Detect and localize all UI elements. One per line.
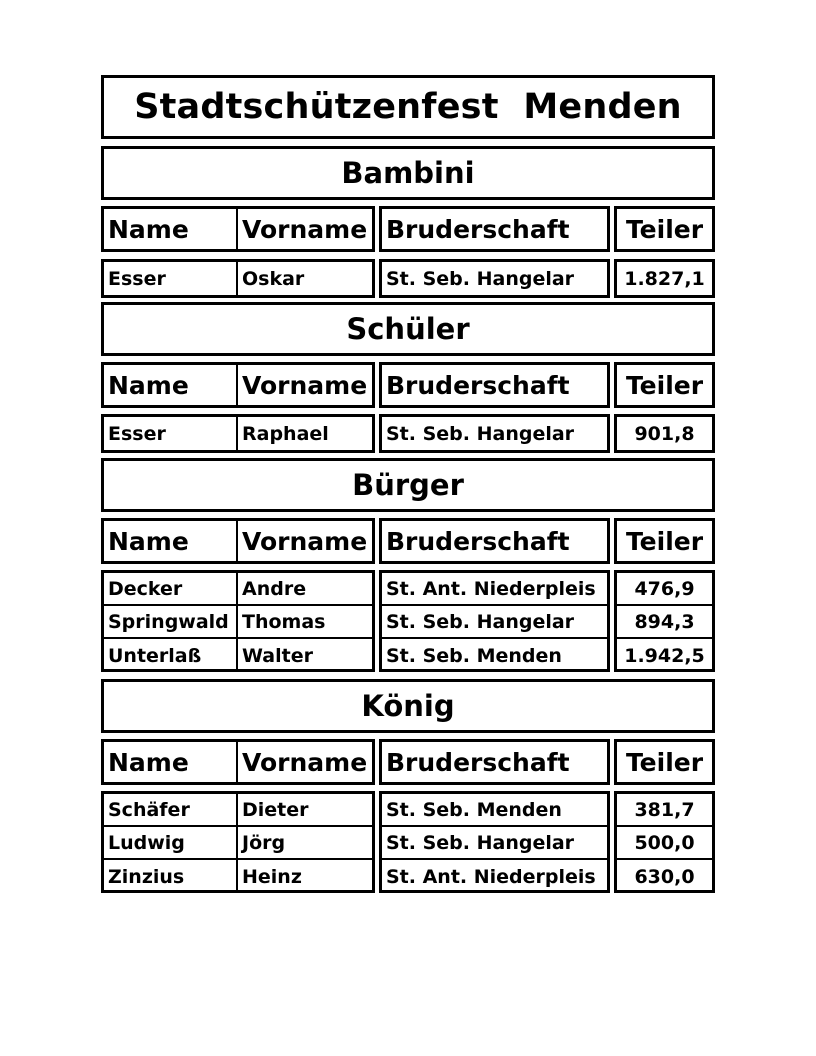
cell-name: Springwald: [104, 606, 238, 639]
table-rows-name-vorname: [101, 259, 375, 298]
cell-vorname: Thomas: [238, 606, 372, 639]
cell-name: Schäfer: [104, 794, 238, 827]
cell-teiler: 476,9: [617, 573, 712, 606]
header-name: Name: [104, 521, 238, 561]
header-teiler: Teiler: [625, 214, 704, 244]
header-bruderschaft: Bruderschaft: [386, 214, 570, 244]
header-teiler-box: [614, 362, 715, 408]
header-name: Name: [104, 209, 238, 249]
section-title-koenig: König: [101, 679, 715, 733]
header-teiler: Teiler: [625, 370, 704, 400]
cell-teiler: 500,0: [617, 827, 712, 860]
header-vorname: Vorname: [242, 214, 368, 244]
table-rows-bruderschaft: [379, 570, 610, 672]
cell-teiler: 1.827,1: [624, 267, 705, 290]
section-title-bambini: Bambini: [101, 146, 715, 200]
cell-vorname: Walter: [242, 644, 313, 667]
cell-vorname: Raphael: [242, 422, 329, 445]
header-vorname: Vorname: [242, 526, 368, 556]
cell-vorname: Heinz: [242, 865, 302, 888]
cell-bruderschaft: St. Ant. Niederpleis: [382, 573, 607, 606]
header-name: Name: [104, 742, 238, 782]
header-bruderschaft: Bruderschaft: [386, 747, 570, 777]
cell-vorname: Oskar: [242, 267, 305, 290]
cell-vorname: Dieter: [238, 794, 372, 827]
section-title-buerger: Bürger: [101, 458, 715, 512]
cell-name: Esser: [104, 262, 238, 295]
header-bruderschaft: Bruderschaft: [386, 526, 570, 556]
table-rows-bruderschaft: [379, 259, 610, 298]
cell-teiler: 381,7: [617, 794, 712, 827]
header-teiler-box: [614, 518, 715, 564]
table-rows-teiler: [614, 259, 715, 298]
header-teiler-box: [614, 739, 715, 785]
table-rows-name-vorname: [101, 570, 375, 672]
table-rows-teiler: [614, 791, 715, 893]
cell-teiler: 894,3: [617, 606, 712, 639]
cell-teiler: 630,0: [634, 865, 695, 888]
header-bruderschaft: Bruderschaft: [386, 370, 570, 400]
header-name-vorname: [101, 739, 375, 785]
header-vorname: Vorname: [242, 370, 368, 400]
table-rows-name-vorname: [101, 791, 375, 893]
section-title-schueler: Schüler: [101, 302, 715, 356]
cell-name: Decker: [104, 573, 238, 606]
header-name-vorname: [101, 518, 375, 564]
table-rows-teiler: [614, 414, 715, 453]
header-bruderschaft-box: [379, 739, 610, 785]
cell-bruderschaft: St. Seb. Menden: [386, 644, 562, 667]
cell-bruderschaft: St. Seb. Menden: [382, 794, 607, 827]
header-teiler: Teiler: [625, 526, 704, 556]
cell-teiler: 1.942,5: [624, 644, 705, 667]
header-teiler-box: [614, 206, 715, 252]
header-bruderschaft-box: [379, 362, 610, 408]
header-bruderschaft-box: [379, 206, 610, 252]
cell-name: Unterlaß: [104, 639, 238, 672]
table-rows-name-vorname: [101, 414, 375, 453]
cell-bruderschaft: St. Seb. Hangelar: [382, 606, 607, 639]
header-bruderschaft-box: [379, 518, 610, 564]
header-name-vorname: [101, 362, 375, 408]
header-name: Name: [104, 365, 238, 405]
cell-vorname: Jörg: [238, 827, 372, 860]
document-title: Stadtschützenfest Menden: [101, 75, 715, 139]
cell-name: Zinzius: [104, 860, 238, 893]
header-name-vorname: [101, 206, 375, 252]
cell-name: Esser: [104, 417, 238, 450]
table-rows-teiler: [614, 570, 715, 672]
cell-bruderschaft: St. Seb. Hangelar: [382, 827, 607, 860]
cell-bruderschaft: St. Seb. Hangelar: [386, 422, 575, 445]
cell-bruderschaft: St. Ant. Niederpleis: [386, 865, 596, 888]
header-teiler: Teiler: [625, 747, 704, 777]
cell-vorname: Andre: [238, 573, 372, 606]
cell-bruderschaft: St. Seb. Hangelar: [386, 267, 575, 290]
table-rows-bruderschaft: [379, 414, 610, 453]
cell-name: Ludwig: [104, 827, 238, 860]
table-rows-bruderschaft: [379, 791, 610, 893]
header-vorname: Vorname: [242, 747, 368, 777]
cell-teiler: 901,8: [634, 422, 695, 445]
